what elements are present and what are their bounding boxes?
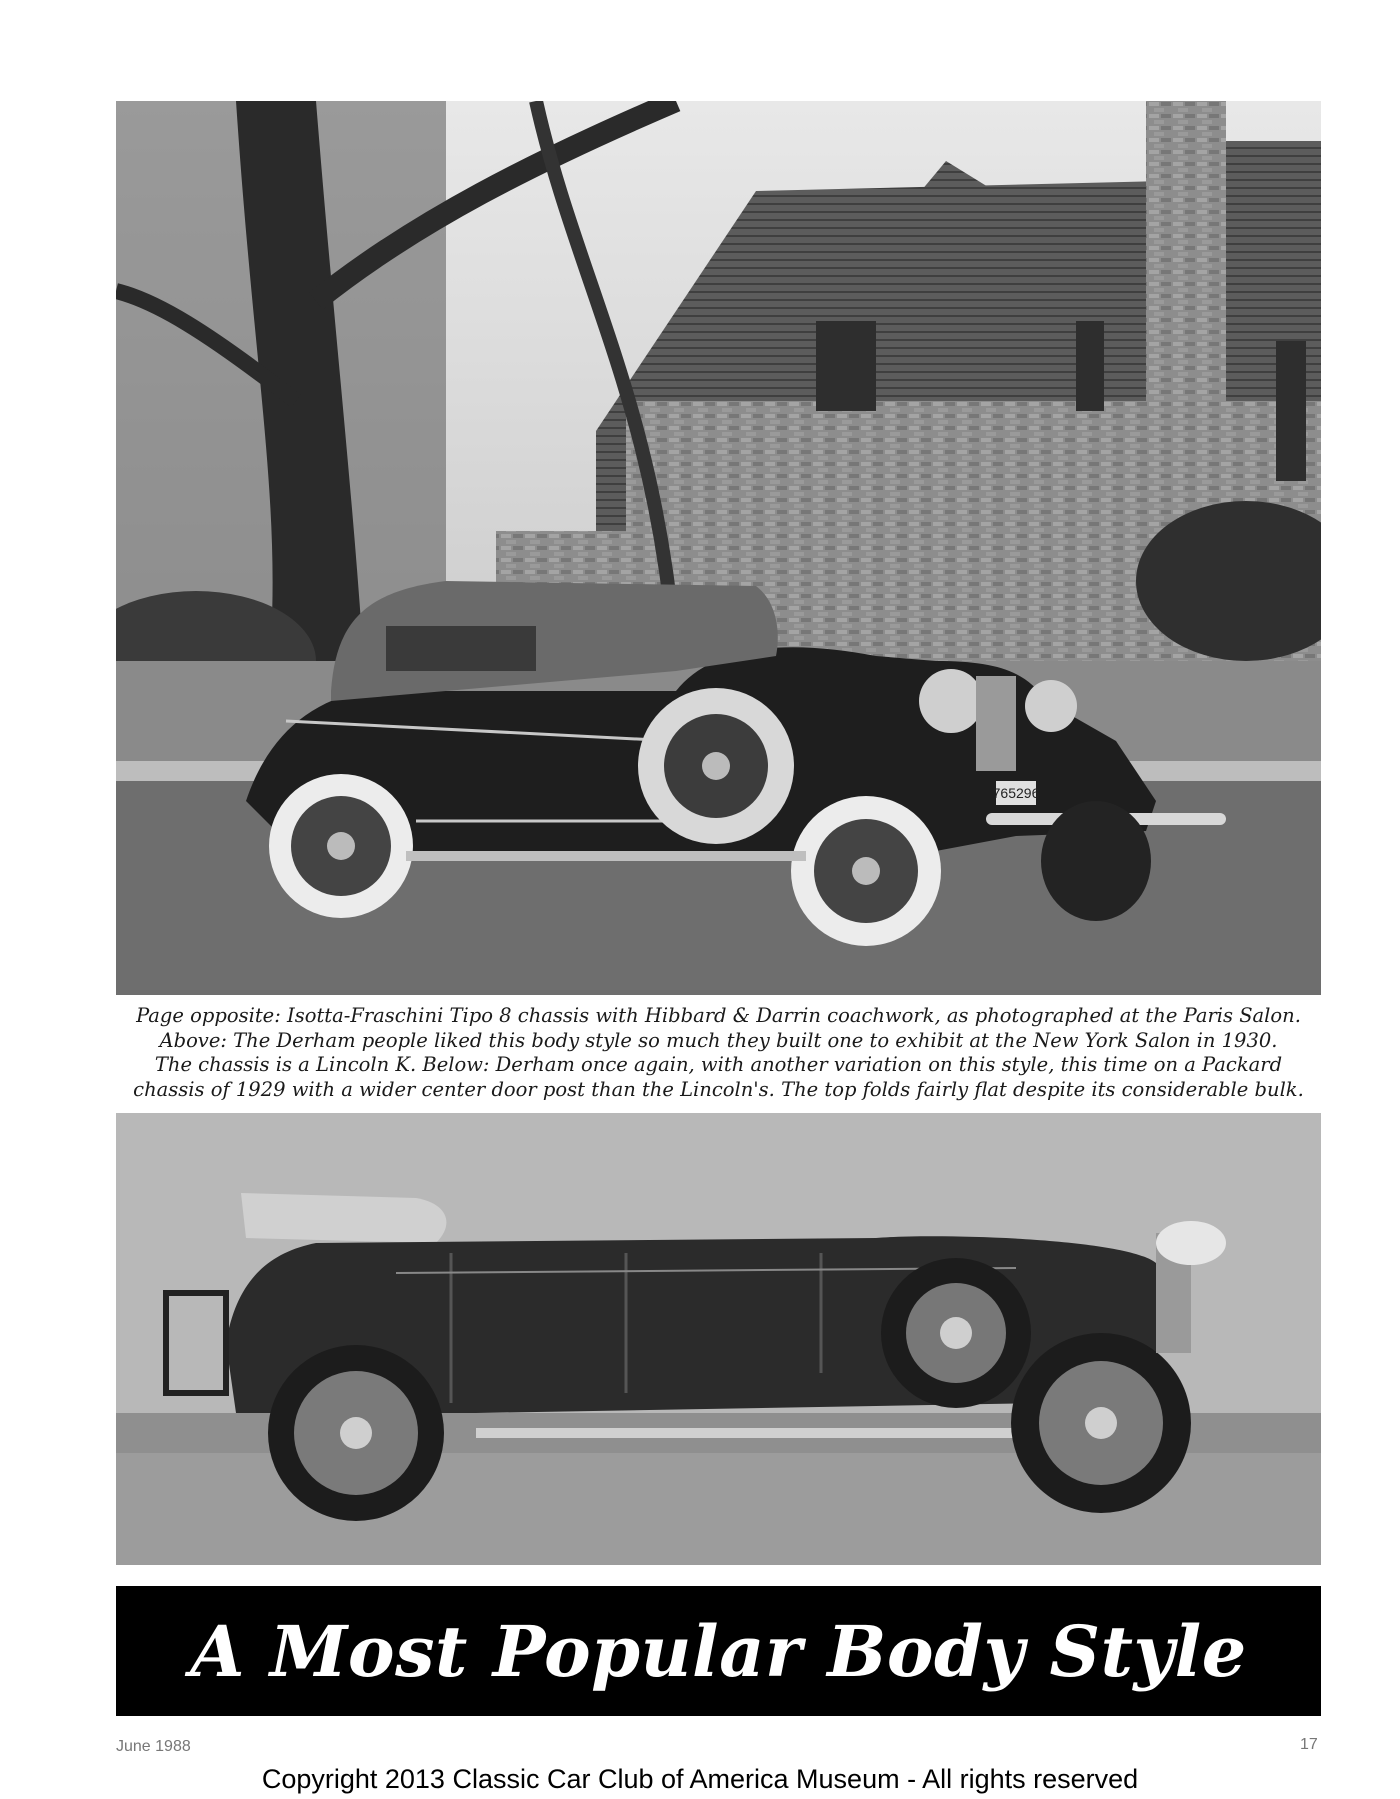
photo-phaeton-side xyxy=(116,1113,1321,1565)
caption-line: Above: The Derham people liked this body style so much they built one to exhibit at the New York Salon in 1930. xyxy=(159,1028,1278,1052)
photo-phaeton-house xyxy=(116,101,1321,995)
photo-phaeton-house-image xyxy=(116,101,1321,995)
caption-line: Page opposite: Isotta-Fraschini Tipo 8 chassis with Hibbard & Darrin coachwork, as photographed at the Paris Salon. xyxy=(136,1004,1301,1027)
article-title-bar xyxy=(116,1586,1321,1716)
caption-line: chassis of 1929 with a wider center door post than the Lincoln's. The top folds fairly flat despite its considerable bulk. xyxy=(133,1077,1304,1101)
issue-date: June 1988 xyxy=(116,1738,191,1755)
article-title: A Most Popular Body Style xyxy=(190,1609,1247,1693)
photo-caption xyxy=(116,1004,1321,1102)
photo-phaeton-side-image xyxy=(116,1113,1321,1565)
caption-line: The chassis is a Lincoln K. Below: Derham once again, with another variation on this style, this time on a Packard xyxy=(154,1053,1283,1076)
copyright-notice: Copyright 2013 Classic Car Club of America Museum - All rights reserved xyxy=(261,1764,1139,1794)
page-number: 17 xyxy=(1300,1736,1318,1753)
license-plate-text: 765296 xyxy=(992,785,1040,801)
